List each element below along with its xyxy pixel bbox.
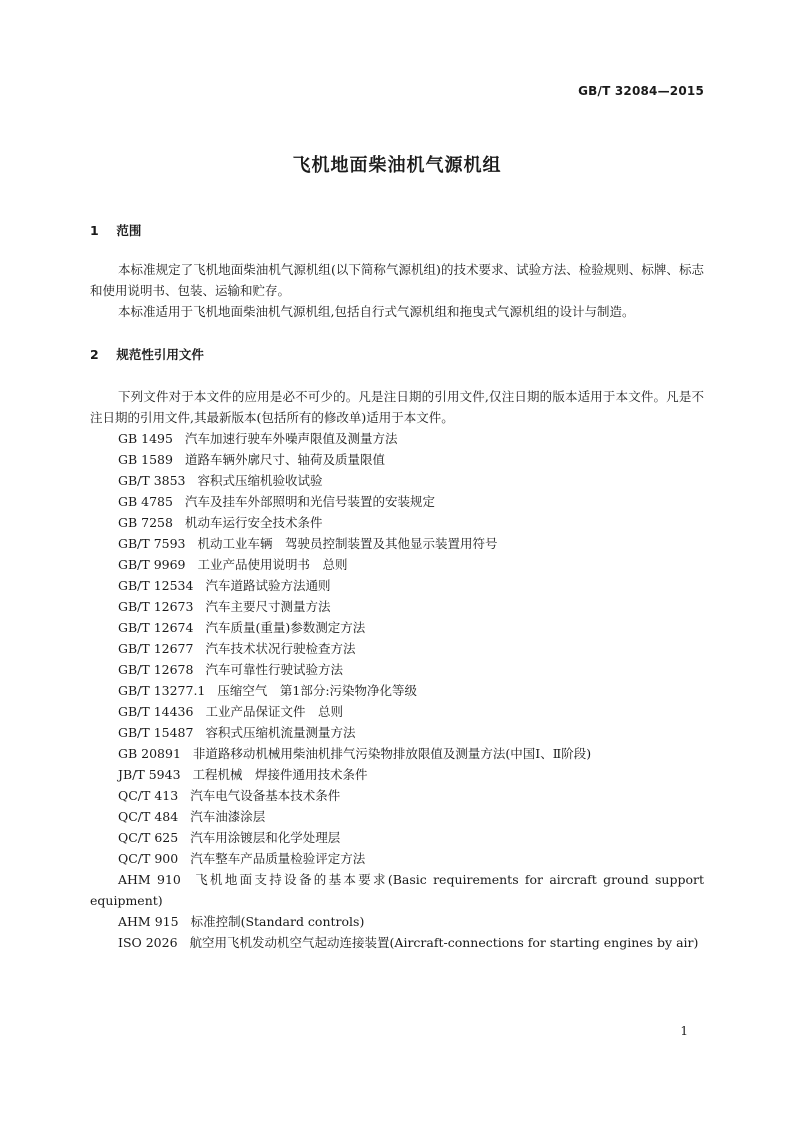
reference-title: 道路车辆外廓尺寸、轴荷及质量限值 <box>184 452 385 467</box>
reference-item <box>90 470 704 491</box>
reference-title: 飞机地面支持设备的基本要求(Basic requirements for aircraft ground support equipment) <box>90 872 705 908</box>
reference-code: GB 1589 <box>118 452 173 467</box>
reference-list <box>90 428 704 953</box>
reference-title: 工业产品保证文件 总则 <box>205 704 343 719</box>
reference-item <box>90 722 704 743</box>
reference-code: GB/T 12678 <box>118 662 194 677</box>
reference-title: 汽车质量(重量)参数测定方法 <box>205 620 366 635</box>
reference-item <box>90 701 704 722</box>
section-heading-scope <box>90 221 141 239</box>
reference-code: GB/T 12677 <box>118 641 194 656</box>
reference-title: 容积式压缩机流量测量方法 <box>205 725 356 740</box>
reference-item <box>90 743 704 764</box>
reference-title: 汽车油漆涂层 <box>190 809 266 824</box>
reference-title: 非道路移动机械用柴油机排气污染物排放限值及测量方法(中国Ⅰ、Ⅱ阶段) <box>192 746 592 761</box>
reference-title: 汽车用涂镀层和化学处理层 <box>190 830 341 845</box>
reference-item <box>90 575 704 596</box>
reference-item <box>90 848 704 869</box>
reference-code: GB/T 7593 <box>118 536 186 551</box>
reference-title: 汽车主要尺寸测量方法 <box>205 599 331 614</box>
scope-paragraph-1: 本标准规定了飞机地面柴油机气源机组(以下简称气源机组)的技术要求、试验方法、检验规则、标牌、标志和使用说明书、包装、运输和贮存。 <box>90 262 704 298</box>
reference-item <box>90 806 704 827</box>
references-intro-paragraph: 下列文件对于本文件的应用是必不可少的。凡是注日期的引用文件,仅注日期的版本适用于本文件。凡是不注日期的引用文件,其最新版本(包括所有的修改单)适用于本文件。 <box>90 389 704 425</box>
reference-item <box>90 911 704 932</box>
reference-title: 汽车及挂车外部照明和光信号装置的安装规定 <box>184 494 435 509</box>
reference-code: QC/T 900 <box>118 851 179 866</box>
reference-code: JB/T 5943 <box>118 767 181 782</box>
reference-code: GB/T 12673 <box>118 599 194 614</box>
reference-code: GB/T 12534 <box>118 578 194 593</box>
reference-code: GB 20891 <box>118 746 181 761</box>
section-title: 范围 <box>116 223 142 238</box>
document-title: 飞机地面柴油机气源机组 <box>292 155 502 176</box>
reference-item <box>90 449 704 470</box>
standard-number: GB/T 32084—2015 <box>578 84 704 98</box>
reference-item <box>90 827 704 848</box>
reference-item <box>90 596 704 617</box>
reference-item <box>90 554 704 575</box>
reference-title: 工业产品使用说明书 总则 <box>197 557 348 572</box>
reference-code: GB/T 13277.1 <box>118 683 206 698</box>
reference-item <box>90 680 704 701</box>
section-number: 2 <box>90 347 99 362</box>
reference-item <box>90 428 704 449</box>
reference-code: QC/T 484 <box>118 809 179 824</box>
reference-code: GB/T 9969 <box>118 557 186 572</box>
reference-title: 容积式压缩机验收试验 <box>197 473 323 488</box>
scope-paragraph-2: 本标准适用于飞机地面柴油机气源机组,包括自行式气源机组和拖曳式气源机组的设计与制造。 <box>118 304 635 319</box>
reference-item <box>90 869 704 911</box>
section-heading-normative-references <box>90 345 204 363</box>
reference-title: 压缩空气 第1部分:污染物净化等级 <box>217 683 418 698</box>
section-title: 规范性引用文件 <box>116 347 204 362</box>
reference-code: AHM 910 <box>118 872 181 887</box>
section-number: 1 <box>90 223 99 238</box>
reference-code: ISO 2026 <box>118 935 178 950</box>
reference-item <box>90 491 704 512</box>
reference-item <box>90 932 704 953</box>
reference-title: 机动车运行安全技术条件 <box>184 515 323 530</box>
reference-title: 汽车整车产品质量检验评定方法 <box>190 851 366 866</box>
reference-title: 工程机械 焊接件通用技术条件 <box>192 767 368 782</box>
reference-title: 航空用飞机发动机空气起动连接装置(Aircraft-connections for starting engines by air) <box>189 935 699 950</box>
reference-item <box>90 533 704 554</box>
reference-code: GB/T 14436 <box>118 704 194 719</box>
reference-title: 标准控制(Standard controls) <box>190 914 365 929</box>
reference-item <box>90 659 704 680</box>
reference-item <box>90 512 704 533</box>
reference-title: 汽车可靠性行驶试验方法 <box>205 662 343 677</box>
page-number: 1 <box>680 1024 688 1038</box>
reference-code: GB 1495 <box>118 431 173 446</box>
reference-title: 汽车加速行驶车外噪声限值及测量方法 <box>184 431 398 446</box>
reference-code: GB/T 3853 <box>118 473 186 488</box>
reference-code: GB 7258 <box>118 515 173 530</box>
reference-title: 汽车技术状况行驶检查方法 <box>205 641 356 656</box>
reference-title: 汽车电气设备基本技术条件 <box>190 788 341 803</box>
reference-code: AHM 915 <box>118 914 179 929</box>
reference-code: QC/T 413 <box>118 788 179 803</box>
reference-item <box>90 785 704 806</box>
reference-code: GB/T 15487 <box>118 725 194 740</box>
reference-item <box>90 617 704 638</box>
reference-item <box>90 764 704 785</box>
reference-code: GB/T 12674 <box>118 620 194 635</box>
reference-title: 机动工业车辆 驾驶员控制装置及其他显示装置用符号 <box>197 536 498 551</box>
reference-title: 汽车道路试验方法通则 <box>205 578 331 593</box>
reference-item <box>90 638 704 659</box>
reference-code: GB 4785 <box>118 494 173 509</box>
reference-code: QC/T 625 <box>118 830 179 845</box>
